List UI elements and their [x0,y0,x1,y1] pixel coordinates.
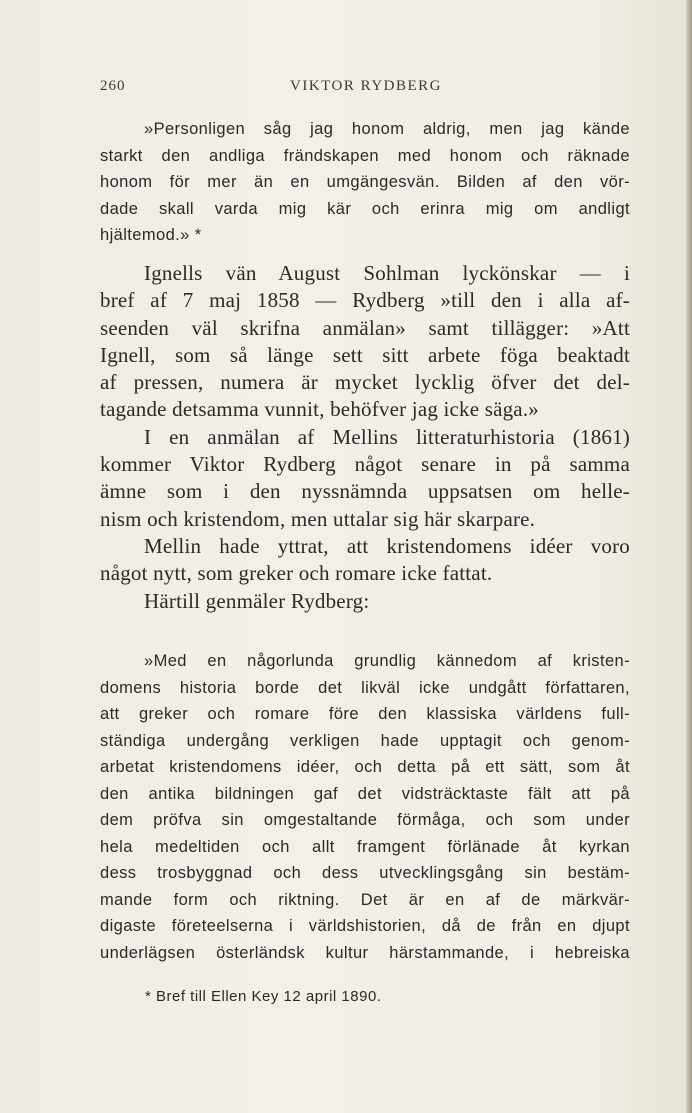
text-line: hjältemod.» * [100,226,202,244]
text-line: dem pröfva sin omgestaltande förmåga, och som under [100,811,630,829]
text-line: underlägsen österländsk kultur härstammande, i hebreiska [100,943,630,962]
text-line: dess trosbyggnad och dess utvecklingsgång sin bestäm- [100,864,630,882]
text-line: bref af 7 maj 1858 — Rydberg »till den i alla af- [100,288,630,313]
page-edge [686,0,692,1113]
text-line: hela medeltiden och allt framgent förlänade åt kyrkan [100,837,630,856]
text-line: Härtill genmäler Rydberg: [144,588,370,613]
quote-paragraph-1 [100,116,630,249]
text-line: Mellin hade yttrat, att kristendomens idéer voro [144,533,630,558]
text-line: arbetat kristendomens idéer, och detta på ett sätt, som åt [100,758,630,776]
running-title: VIKTOR RYDBERG [290,78,442,94]
text-line: Ignell, som så länge sett sitt arbete föga beaktadt [100,342,630,367]
text-line: den antika bildningen gaf det vidsträcktaste fält att på [100,784,630,803]
text-line: kommer Viktor Rydberg något senare in på samma [100,452,630,477]
text-line: af pressen, numera är mycket lycklig öfver det del- [100,370,630,395]
text-line: Ignells vän August Sohlman lyckönskar — i [144,261,630,285]
quote-paragraph-2 [100,648,630,966]
text-line: dade skall varda mig kär och erinra mig om andligt [100,199,630,218]
text-line: starkt den andliga frändskapen med honom och räknade [100,146,630,165]
text-line: ständiga undergång verkligen hade upptagit och genom- [100,731,630,750]
footnote: * Bref till Ellen Key 12 april 1890. [145,988,382,1005]
body-text [100,260,630,615]
text-line: I en anmälan af Mellins litteraturhistoria (1861) [144,424,630,449]
text-line: honom för mer än en umgängesvän. Bilden af den vör- [100,173,630,191]
page-header [100,78,630,98]
text-line: nism och kristendom, men uttalar sig här skarpare. [100,506,536,531]
page-number: 260 [100,78,126,94]
text-line: ämne som i den nyssnämnda uppsatsen om helle- [100,479,630,504]
text-line: »Personligen såg jag honom aldrig, men jag kände [144,120,630,138]
text-line: något nytt, som greker och romare icke fattat. [100,561,493,586]
text-line: domens historia borde det likväl icke undgått författaren, [100,678,630,697]
text-line: seenden väl skrifna anmälan» samt tillägger: »Att [100,315,630,340]
text-line: digaste företeelserna i världshistorien, då de från en djupt [100,917,630,935]
text-line: mande form och riktning. Det är en af de märkvär- [100,890,630,909]
text-line: »Med en någorlunda grundlig kännedom af kristen- [144,652,630,670]
text-line: att greker och romare före den klassiska världens full- [100,705,630,723]
text-line: tagande detsamma vunnit, behöfver jag icke säga.» [100,397,539,422]
